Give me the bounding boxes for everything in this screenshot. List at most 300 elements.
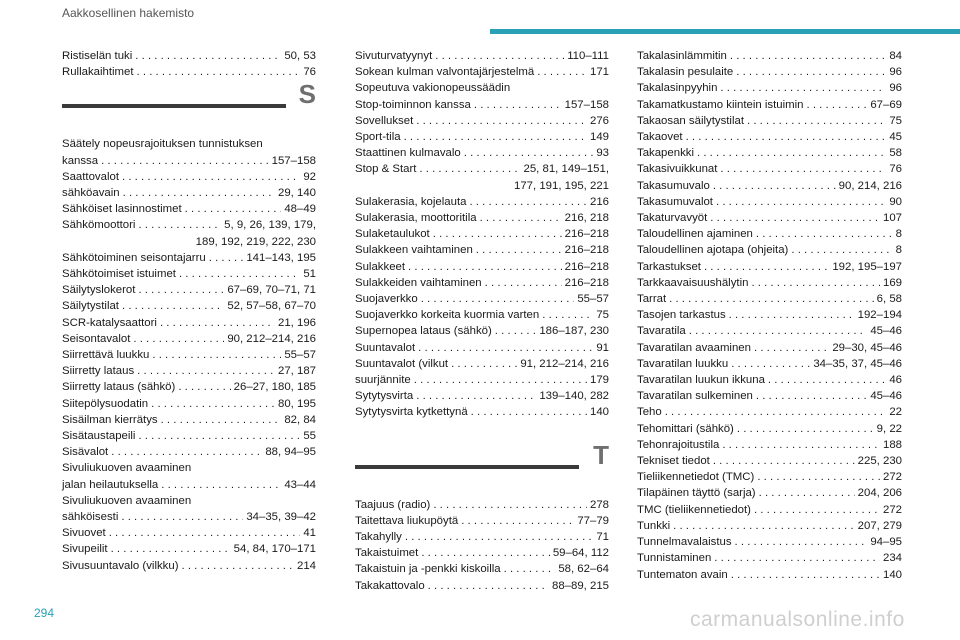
section-rule — [62, 104, 286, 108]
index-term: Siirretty lataus (sähkö) — [62, 381, 176, 394]
index-entry — [62, 185, 316, 201]
index-term: Takasumuvalot — [637, 195, 713, 208]
index-entry — [62, 201, 316, 217]
index-page-refs: 94–95 — [870, 536, 902, 549]
index-page-refs: 8 — [895, 244, 902, 257]
dot-leader — [713, 178, 836, 194]
index-entry — [355, 242, 609, 258]
index-term: Sulakkeen vaihtaminen — [355, 244, 473, 257]
index-page-refs: 216, 218 — [564, 212, 609, 225]
index-entry — [637, 453, 902, 469]
dot-leader — [435, 48, 564, 64]
index-entry — [355, 372, 609, 388]
dot-leader — [689, 323, 868, 339]
dot-leader — [101, 153, 269, 169]
index-entry — [637, 502, 902, 518]
dot-leader — [791, 242, 892, 258]
index-page-refs: 71 — [596, 531, 609, 544]
dot-leader — [138, 217, 221, 233]
index-entry — [637, 194, 902, 210]
index-page-refs: 5, 9, 26, 139, 179, — [224, 219, 316, 232]
dot-leader — [109, 525, 301, 541]
index-term: Tavaratilan luukku — [637, 357, 729, 370]
index-entry — [355, 529, 609, 545]
index-term: Tasojen tarkastus — [637, 309, 726, 322]
dot-leader — [135, 48, 281, 64]
dot-leader — [504, 561, 556, 577]
section-t-divider — [355, 441, 609, 497]
index-entry — [355, 561, 609, 577]
index-page-refs: 276 — [589, 114, 609, 127]
index-entry — [637, 437, 902, 453]
index-entry — [62, 282, 316, 298]
index-entry — [637, 242, 902, 258]
index-term: TMC (tieliikennetiedot) — [637, 503, 751, 516]
index-entry — [637, 97, 902, 113]
index-page-refs: 225, 230 — [857, 455, 902, 468]
dot-leader — [469, 194, 587, 210]
index-entry — [637, 518, 902, 534]
index-page-refs: 92 — [303, 170, 316, 183]
index-entry — [62, 558, 316, 574]
dot-leader — [768, 372, 886, 388]
index-entry — [355, 129, 609, 145]
dot-leader — [471, 404, 587, 420]
index-entry — [637, 567, 902, 583]
index-entry — [355, 497, 609, 513]
dot-leader — [464, 145, 594, 161]
index-page-refs: 45–46 — [870, 390, 902, 403]
index-term: Staattinen kulmavalo — [355, 147, 461, 160]
dot-leader — [209, 250, 244, 266]
index-page-refs: 6, 58 — [876, 293, 902, 306]
dot-leader — [673, 518, 855, 534]
index-page-refs: 82, 84 — [284, 413, 316, 426]
dot-leader — [754, 340, 829, 356]
index-entry — [355, 210, 609, 226]
index-pages-continued: 189, 192, 219, 222, 230 — [195, 235, 316, 248]
dot-leader — [704, 259, 829, 275]
index-term: jalan heilautuksella — [62, 478, 159, 491]
index-term: Takalasinpyyhin — [637, 82, 718, 95]
dot-leader — [807, 97, 868, 113]
page-number: 294 — [34, 606, 55, 620]
index-entry — [637, 259, 902, 275]
index-term: Takapenkki — [637, 147, 694, 160]
index-term: Takaosan säilytystilat — [637, 114, 744, 127]
index-page-refs: 67–69, 70–71, 71 — [227, 284, 316, 297]
index-page-refs: 34–35, 39–42 — [246, 511, 316, 524]
index-entry — [637, 323, 902, 339]
index-entry — [355, 291, 609, 307]
index-page-refs: 186–187, 230 — [539, 325, 609, 338]
dot-leader — [697, 145, 886, 161]
index-entry — [637, 421, 902, 437]
index-entry — [637, 145, 902, 161]
index-page-refs: 149 — [589, 131, 609, 144]
index-page-refs: 234 — [882, 552, 902, 565]
dot-leader — [759, 485, 855, 501]
index-term: Sulakkeet — [355, 260, 406, 273]
index-entry — [355, 194, 609, 210]
index-term: Takaistuimet — [355, 547, 419, 560]
index-entry — [355, 275, 609, 291]
index-entry — [62, 493, 316, 525]
index-page-refs: 272 — [882, 503, 902, 516]
index-term: Sulakerasia, kojelauta — [355, 195, 467, 208]
dot-leader — [133, 331, 224, 347]
index-page-refs: 76 — [303, 66, 316, 79]
index-page-refs: 8 — [895, 228, 902, 241]
page-header-title: Aakkosellinen hakemisto — [62, 6, 195, 20]
index-page-refs: 77–79 — [577, 514, 609, 527]
dot-leader — [710, 210, 880, 226]
watermark: carmanualsonline.info — [690, 608, 905, 631]
dot-leader — [408, 259, 562, 275]
index-term: Tavaratilan avaaminen — [637, 341, 751, 354]
dot-leader — [537, 64, 587, 80]
index-entry — [355, 113, 609, 129]
index-entry — [637, 388, 902, 404]
index-entry — [637, 275, 902, 291]
index-entry — [62, 331, 316, 347]
index-page-refs: 54, 84, 170–171 — [233, 543, 316, 556]
index-term: Sähkömoottori — [62, 219, 136, 232]
header-accent-bar — [490, 29, 960, 34]
index-entry — [355, 80, 609, 112]
index-entry — [62, 460, 316, 492]
index-entry — [637, 48, 902, 64]
index-page-refs: 52, 57–58, 67–70 — [227, 300, 316, 313]
index-entry — [637, 356, 902, 372]
dot-leader — [137, 363, 275, 379]
dot-leader — [123, 185, 275, 201]
index-term: Takaovet — [637, 131, 683, 144]
index-column-1 — [62, 48, 316, 574]
index-term: Siitepölysuodatin — [62, 397, 149, 410]
index-page-refs: 188 — [882, 438, 902, 451]
dot-leader — [161, 412, 282, 428]
dot-leader — [474, 97, 562, 113]
index-page-refs: 192, 195–197 — [832, 260, 902, 273]
index-page-refs: 90, 212–214, 216 — [227, 332, 316, 345]
index-entry — [637, 291, 902, 307]
index-entry — [62, 379, 316, 395]
index-term: Suuntavalot (vilkut — [355, 357, 449, 370]
dot-leader — [121, 509, 243, 525]
index-page-refs: 204, 206 — [857, 487, 902, 500]
index-page-refs: 88–89, 215 — [551, 579, 609, 592]
index-term: Tavaratilan luukun ikkuna — [637, 374, 765, 387]
dot-leader — [418, 340, 593, 356]
index-entry — [355, 145, 609, 161]
index-term: Sovellukset — [355, 114, 414, 127]
index-page-refs: 90 — [889, 195, 902, 208]
index-page-refs: 88, 94–95 — [265, 446, 316, 459]
index-term: Tekniset tiedot — [637, 455, 710, 468]
dot-leader — [151, 396, 275, 412]
dot-leader — [665, 404, 887, 420]
index-page-refs: 34–35, 37, 45–46 — [813, 357, 902, 370]
index-term: Tunnistaminen — [637, 552, 712, 565]
dot-leader — [405, 529, 593, 545]
dot-leader — [416, 388, 536, 404]
index-page-refs: 157–158 — [564, 98, 609, 111]
index-term-line: Sopeutuva vakionopeussäädin — [355, 82, 511, 95]
index-page-refs: 192–194 — [857, 309, 902, 322]
index-page-refs: 216–218 — [564, 244, 609, 257]
index-term: Tarkkaavaisuushälytin — [637, 276, 749, 289]
index-entry — [355, 545, 609, 561]
index-term: sähköisesti — [62, 511, 119, 524]
index-term: Sähköiset lasinnostimet — [62, 203, 182, 216]
index-term-line: Säätely nopeusrajoituksen tunnistuksen — [62, 138, 263, 151]
index-term: Sport-tila — [355, 131, 401, 144]
index-entry — [62, 363, 316, 379]
index-page-refs: 55 — [303, 430, 316, 443]
index-entry — [355, 64, 609, 80]
index-entry — [637, 534, 902, 550]
dot-leader — [414, 372, 587, 388]
index-entry — [62, 347, 316, 363]
index-entry — [62, 412, 316, 428]
index-page-refs: 9, 22 — [876, 422, 902, 435]
index-term: Tehomittari (sähkö) — [637, 422, 734, 435]
index-term: Stop & Start — [355, 163, 417, 176]
index-page-refs: 207, 279 — [857, 519, 902, 532]
index-term: Tunnelmavalaistus — [637, 536, 732, 549]
dot-leader — [716, 194, 886, 210]
dot-leader — [419, 161, 520, 177]
dot-leader — [178, 379, 230, 395]
index-term: Sähkötoiminen seisontajarru — [62, 251, 206, 264]
index-term: Supernopea lataus (sähkö) — [355, 325, 492, 338]
index-page-refs: 179 — [589, 374, 609, 387]
index-page-refs: 91 — [596, 341, 609, 354]
dot-leader — [416, 113, 587, 129]
index-page-refs: 139–140, 282 — [539, 390, 609, 403]
section-letter: T — [593, 439, 609, 470]
index-page-refs: 59–64, 112 — [552, 547, 609, 560]
index-term: Tavaratila — [637, 325, 686, 338]
dot-leader — [713, 453, 855, 469]
section-letter: S — [298, 79, 316, 110]
dot-leader — [122, 169, 300, 185]
index-term: Tehonrajoitustila — [637, 438, 720, 451]
index-page-refs: 43–44 — [284, 478, 316, 491]
index-term: Tunkki — [637, 519, 671, 532]
index-column-2 — [355, 48, 609, 594]
index-entry — [637, 340, 902, 356]
dot-leader — [756, 226, 893, 242]
index-term: Takaturvavyöt — [637, 212, 708, 225]
index-entry — [637, 550, 902, 566]
index-term: Saattovalot — [62, 170, 119, 183]
index-term: Sisävalot — [62, 446, 109, 459]
index-entry — [62, 315, 316, 331]
dot-leader — [137, 64, 301, 80]
index-term: Sytytysvirta kytkettynä — [355, 406, 468, 419]
index-term: Sivupeilit — [62, 543, 108, 556]
index-entry — [355, 307, 609, 323]
index-term: Suuntavalot — [355, 341, 416, 354]
dot-leader — [542, 307, 593, 323]
index-term: Takasivuikkunat — [637, 163, 718, 176]
index-page-refs: 45–46 — [870, 325, 902, 338]
dot-leader — [152, 347, 281, 363]
index-term-line: Sivuliukuoven avaaminen — [62, 462, 192, 475]
index-page-refs: 278 — [589, 498, 609, 511]
dot-leader — [111, 444, 262, 460]
dot-leader — [161, 477, 281, 493]
index-page-refs: 29, 140 — [277, 187, 316, 200]
dot-leader — [495, 323, 537, 339]
index-entry — [637, 404, 902, 420]
index-page-refs: 41 — [303, 527, 316, 540]
index-term: Sokean kulman valvontajärjestelmä — [355, 66, 535, 79]
index-entry — [355, 356, 609, 372]
index-term: Tavaratilan sulkeminen — [637, 390, 753, 403]
index-page-refs: 216–218 — [564, 260, 609, 273]
dot-leader — [433, 497, 587, 513]
section-rule — [355, 465, 579, 469]
index-page-refs: 140 — [882, 568, 902, 581]
index-term: Sytytysvirta — [355, 390, 414, 403]
dot-leader — [720, 80, 886, 96]
index-term: Stop-toiminnon kanssa — [355, 98, 471, 111]
index-page-refs: 141–143, 195 — [246, 251, 316, 264]
dot-leader — [433, 226, 562, 242]
index-term: Tuntematon avain — [637, 568, 728, 581]
index-entry — [62, 298, 316, 314]
index-entry — [355, 340, 609, 356]
index-page-refs: 55–57 — [284, 349, 316, 362]
index-entry — [637, 210, 902, 226]
index-page-refs: 58, 62–64 — [558, 563, 609, 576]
index-term: Sivuovet — [62, 527, 106, 540]
index-column-3 — [637, 48, 902, 583]
index-entry — [355, 48, 609, 64]
index-entry — [62, 396, 316, 412]
index-entry — [637, 113, 902, 129]
dot-leader — [179, 266, 300, 282]
index-page-refs: 58 — [889, 147, 902, 160]
index-term: Ristiselän tuki — [62, 50, 133, 62]
index-term: Säilytystilat — [62, 300, 119, 313]
index-term: Seisontavalot — [62, 332, 131, 345]
index-page-refs: 171 — [589, 66, 609, 79]
index-entry — [637, 178, 902, 194]
index-entry — [637, 161, 902, 177]
index-page-refs: 21, 196 — [277, 316, 316, 329]
index-page-refs: 216–218 — [564, 276, 609, 289]
index-term: Tieliikennetiedot (TMC) — [637, 471, 755, 484]
index-page-refs: 157–158 — [271, 154, 316, 167]
index-entry — [637, 372, 902, 388]
index-term: Takasumuvalo — [637, 179, 710, 192]
index-entry — [637, 307, 902, 323]
index-term: Taitettava liukupöytä — [355, 514, 459, 527]
index-entry — [62, 541, 316, 557]
index-entry — [355, 323, 609, 339]
dot-leader — [451, 356, 517, 372]
dot-leader — [404, 129, 587, 145]
index-term: Sivusuuntavalo (vilkku) — [62, 559, 179, 572]
index-term: suurjännite — [355, 374, 411, 387]
index-page-refs: 96 — [889, 82, 902, 95]
index-entry — [62, 169, 316, 185]
index-page-refs: 216–218 — [564, 228, 609, 241]
index-page-refs: 216 — [589, 195, 609, 208]
index-term: kanssa — [62, 154, 99, 167]
index-entry — [62, 48, 316, 64]
index-entry — [62, 136, 316, 168]
dot-leader — [722, 437, 880, 453]
index-page-refs: 50, 53 — [284, 50, 316, 62]
index-page-refs: 25, 81, 149–151, — [523, 163, 609, 176]
dot-leader — [720, 161, 886, 177]
index-entry — [62, 428, 316, 444]
dot-leader — [731, 567, 880, 583]
index-term: Taajuus (radio) — [355, 498, 431, 511]
index-entry — [637, 80, 902, 96]
index-term: Säilytyslokerot — [62, 284, 136, 297]
index-entry — [62, 250, 316, 266]
index-page-refs: 90, 214, 216 — [838, 179, 902, 192]
dot-leader — [735, 534, 868, 550]
dot-leader — [485, 275, 562, 291]
index-entry — [355, 161, 609, 193]
dot-leader — [160, 315, 275, 331]
dot-leader — [111, 541, 231, 557]
index-page-refs: 48–49 — [284, 203, 316, 216]
index-term: Takalasin pesulaite — [637, 66, 734, 79]
index-entry — [637, 64, 902, 80]
index-term: Suojaverkko korkeita kuormia varten — [355, 309, 540, 322]
index-page-refs: 110–111 — [567, 50, 609, 62]
index-entry — [62, 444, 316, 460]
index-page-refs: 169 — [882, 276, 902, 289]
index-term: sähköavain — [62, 187, 120, 200]
index-term: Takakattovalo — [355, 579, 425, 592]
index-entry — [355, 388, 609, 404]
dot-leader — [754, 502, 880, 518]
index-page-refs: 80, 195 — [277, 397, 316, 410]
index-term: Tarrat — [637, 293, 667, 306]
index-term: Taloudellinen ajotapa (ohjeita) — [637, 244, 789, 257]
dot-leader — [421, 545, 550, 561]
index-page-refs: 84 — [889, 50, 902, 62]
index-term: Suojaverkko — [355, 293, 418, 306]
index-term: Tarkastukset — [637, 260, 701, 273]
dot-leader — [737, 421, 874, 437]
index-entry — [355, 513, 609, 529]
index-page-refs: 45 — [889, 131, 902, 144]
index-page-refs: 46 — [889, 374, 902, 387]
index-term-line: Sivuliukuoven avaaminen — [62, 494, 192, 507]
index-term: Taloudellinen ajaminen — [637, 228, 753, 241]
dot-leader — [185, 201, 282, 217]
dot-leader — [669, 291, 874, 307]
index-entry — [355, 259, 609, 275]
dot-leader — [736, 64, 886, 80]
index-entry — [637, 485, 902, 501]
index-pages-continued: 177, 191, 195, 221 — [513, 179, 609, 192]
index-term: Rullakaihtimet — [62, 66, 134, 79]
index-page-refs: 29–30, 45–46 — [832, 341, 902, 354]
index-page-refs: 55–57 — [577, 293, 609, 306]
index-entry — [62, 266, 316, 282]
